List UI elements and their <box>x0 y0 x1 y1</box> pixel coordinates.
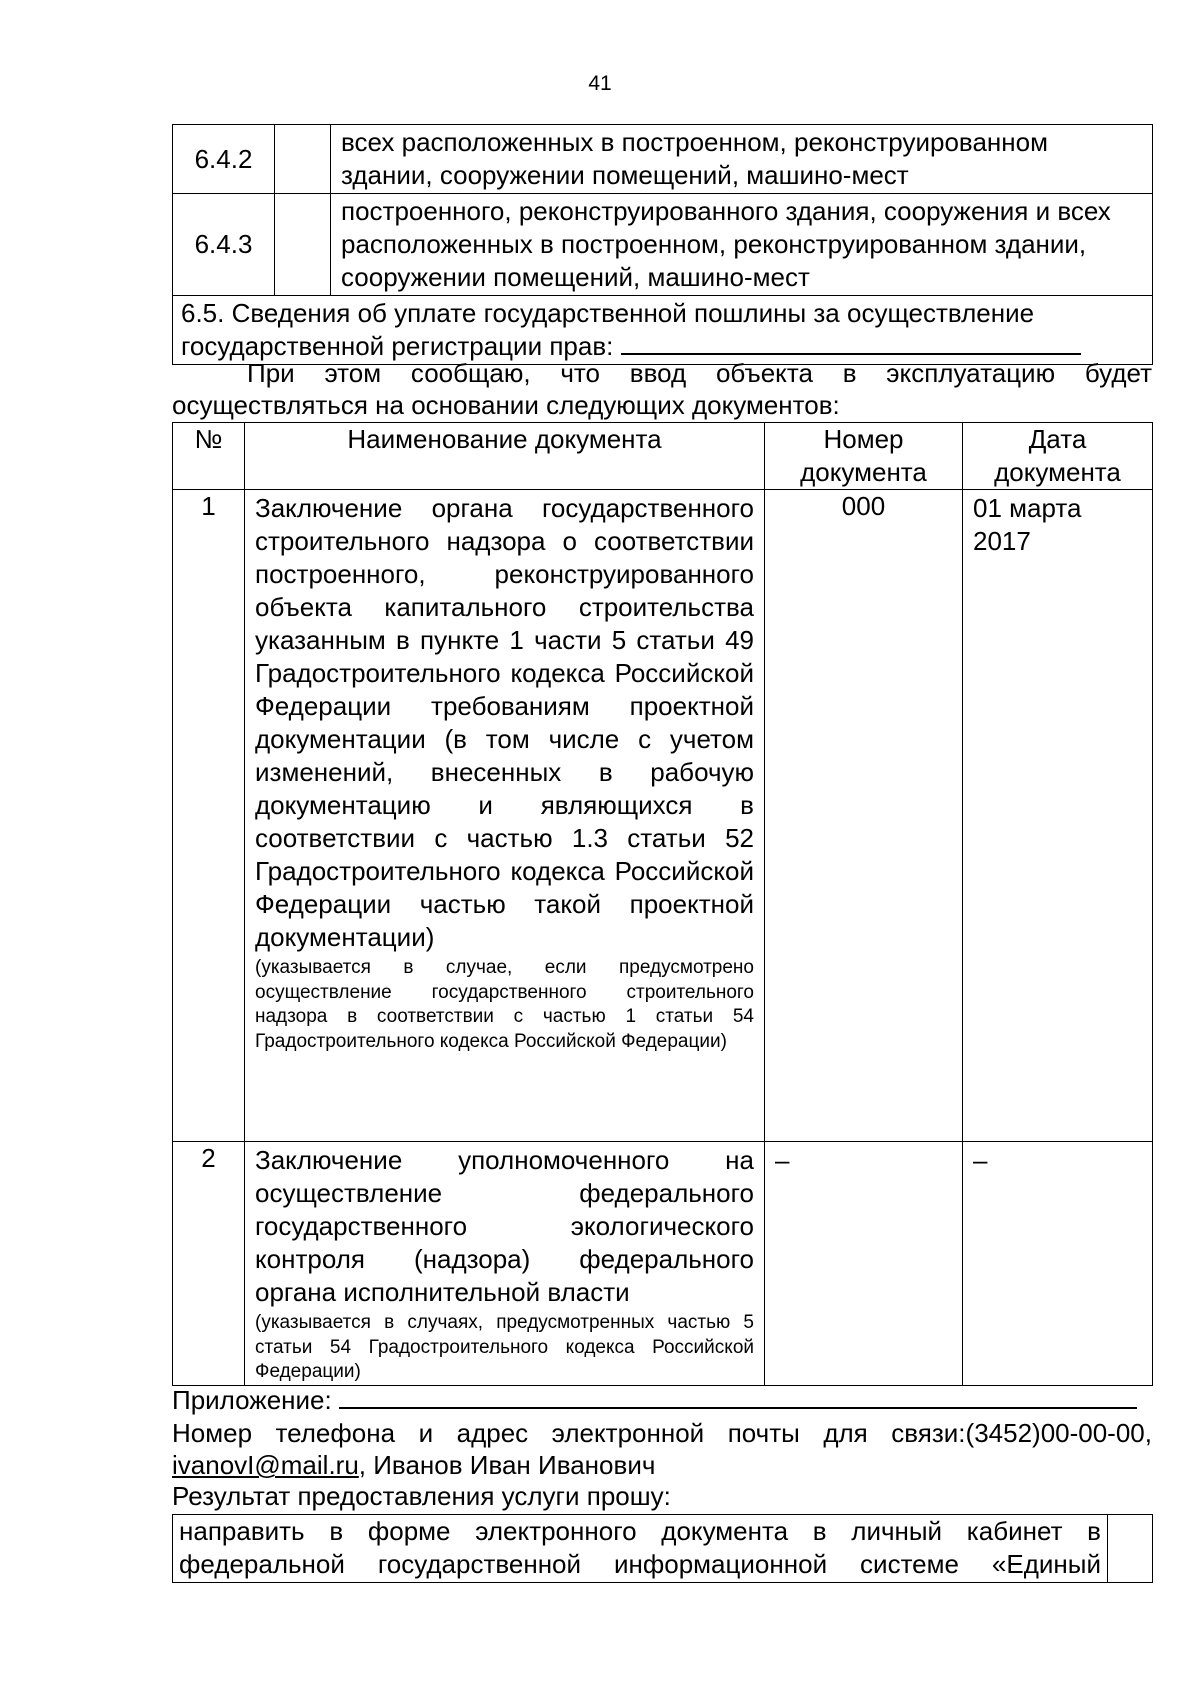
empty-cell <box>275 194 331 296</box>
contact-line-1 <box>172 1417 1152 1449</box>
document-note: (указывается в случае, если предусмотрено осуществление государственного строительного надзора в соответствии с частью 1 статьи 54 Градостроительного кодекса Российской Федерации) <box>255 957 754 1052</box>
header-date: Дата документа <box>963 423 1153 490</box>
table-row <box>173 490 1153 1142</box>
fee-fill-line <box>621 333 1081 355</box>
row-text: всех расположенных в построенном, реконструированном здании, сооружении помещений, машино-мест <box>331 125 1153 194</box>
table-row <box>173 194 1153 296</box>
contact-email-link[interactable]: ivanovI@mail.ru <box>172 1450 359 1480</box>
intro-line-2: осуществляться на основании следующих документов: <box>172 390 840 420</box>
contact-name: , Иванов Иван Иванович <box>358 1450 656 1480</box>
document-name: Заключение уполномоченного на осуществление федерального государственного экологического контроля (надзора) федерального органа исполнительной власти <box>255 1145 754 1307</box>
header-doc-number: Номер документа <box>765 423 963 490</box>
intro-paragraph <box>172 357 1152 421</box>
fee-info-cell <box>173 296 1153 365</box>
header-num: № <box>173 423 245 490</box>
contact-row <box>172 1417 1152 1481</box>
row-number: 6.4.3 <box>173 194 275 296</box>
document-name-cell <box>245 490 765 1142</box>
attachment-label: Приложение: <box>172 1385 332 1415</box>
table-row <box>173 296 1153 365</box>
top-table <box>172 124 1153 365</box>
result-option-checkbox[interactable] <box>1108 1515 1153 1583</box>
documents-table <box>172 422 1153 1386</box>
table-row <box>173 1142 1153 1386</box>
page-number: 41 <box>588 72 612 95</box>
result-option-text: направить в форме электронного документа в личный кабинет в федеральной государственной информационной системе «Единый <box>173 1515 1108 1583</box>
contact-phone: (3452)00-00-00, <box>965 1418 1152 1448</box>
document-name: Заключение органа государственного строительного надзора о соответствии построенного, реконструированного объекта капитального строительства указанным в пункте 1 части 5 статьи 49 Градостроительного кодекса Российской Федерации требованиям проектной документации (в том числе с учетом изменений, внесенных в рабочую документацию и являющихся в соответствии с частью 1.3 статьи 52 Градостроительного кодекса Российской Федерации частью такой проектной документации) <box>255 493 754 952</box>
contact-label: Номер телефона и адрес электронной почты для связи: <box>172 1418 966 1448</box>
result-label: Результат предоставления услуги прошу: <box>172 1481 671 1511</box>
table-row <box>173 125 1153 194</box>
attachment-row <box>172 1384 1152 1416</box>
document-number: 000 <box>765 490 963 1142</box>
fee-info-text: 6.5. Сведения об уплате государственной пошлины за осуществление государственной регистрации прав: <box>181 298 1035 361</box>
intro-line-1: При этом сообщаю, что ввод объекта в эксплуатацию будет <box>247 358 1152 388</box>
document-date: – <box>963 1142 1153 1386</box>
empty-cell <box>275 125 331 194</box>
document-date: 01 марта 2017 <box>963 490 1153 1142</box>
attachment-fill-line <box>339 1385 1137 1409</box>
table-row <box>173 1515 1153 1583</box>
header-name: Наименование документа <box>245 423 765 490</box>
document-note: (указывается в случаях, предусмотренных частью 5 статьи 54 Градостроительного кодекса Российской Федерации) <box>255 1312 754 1382</box>
document-name-cell <box>245 1142 765 1386</box>
document-number: – <box>765 1142 963 1386</box>
row-number: 1 <box>173 490 245 1142</box>
row-number: 6.4.2 <box>173 125 275 194</box>
row-text: построенного, реконструированного здания, сооружения и всех расположенных в построенном, реконструированном здании, сооружении помещений, машино-мест <box>331 194 1153 296</box>
contact-line-2 <box>172 1450 655 1480</box>
table-header-row <box>173 423 1153 490</box>
row-number: 2 <box>173 1142 245 1386</box>
result-options-table <box>172 1514 1153 1583</box>
